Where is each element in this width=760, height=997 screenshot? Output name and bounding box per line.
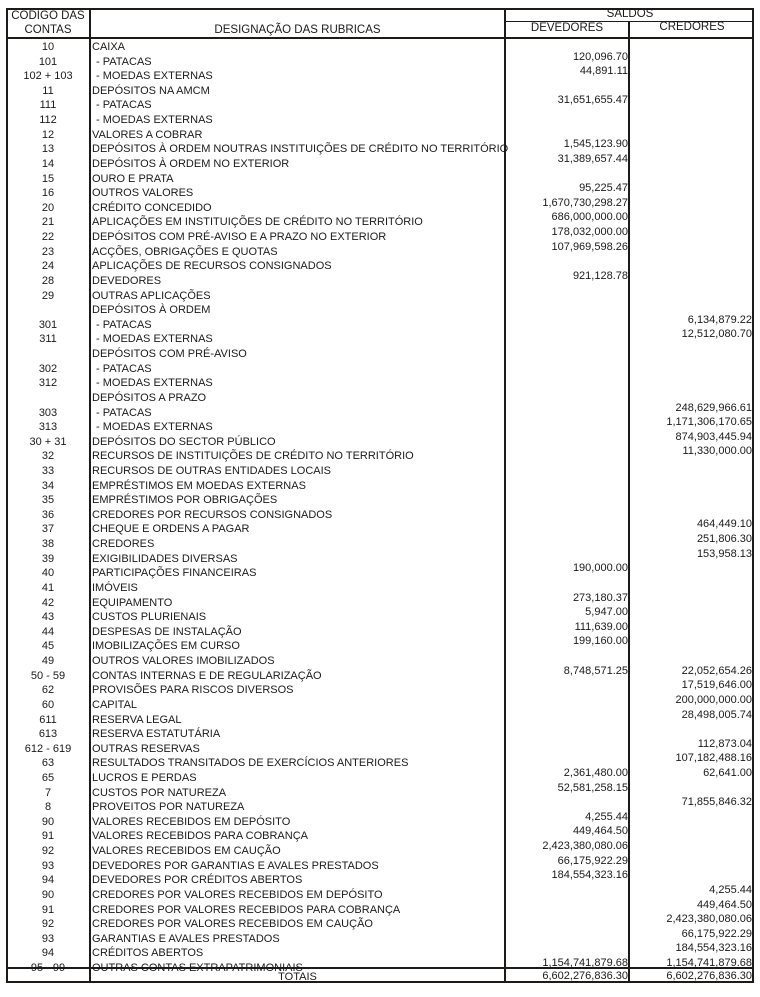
account-code: 91	[41, 830, 55, 843]
credit-balance: 66,175,922.29	[681, 927, 752, 940]
account-designation: CREDORES	[92, 538, 155, 551]
table-row	[6, 635, 754, 654]
table-row	[6, 138, 754, 157]
account-code: 24	[41, 260, 55, 273]
account-designation: VALORES RECEBIDOS EM CAUÇÃO	[92, 845, 281, 858]
account-code: 37	[41, 523, 55, 536]
totals-credores: 6,602,276,836.30	[666, 970, 752, 982]
debit-balance: 199,160.00	[572, 635, 628, 648]
credit-balance: 248,629,966.61	[675, 401, 752, 414]
account-designation: - MOEDAS EXTERNAS	[96, 114, 213, 127]
table-row	[6, 269, 754, 289]
table-row	[6, 854, 754, 874]
account-designation: RESERVA LEGAL	[92, 713, 182, 726]
account-code: 20	[41, 201, 55, 214]
credit-balance: 28,498,005.74	[681, 708, 752, 721]
credit-balance: 12,512,080.70	[681, 328, 752, 341]
table-row	[6, 196, 754, 216]
table-row	[6, 128, 754, 143]
account-designation: VALORES RECEBIDOS PARA COBRANÇA	[92, 830, 308, 843]
account-designation: OUTRAS APLICAÇÕES	[92, 289, 211, 302]
account-code: 95 - 99	[30, 962, 66, 975]
debit-balance: 107,969,598.26	[551, 240, 628, 253]
table-row	[6, 259, 754, 274]
account-designation: EMPRÉSTIMOS POR OBRIGAÇÕES	[92, 494, 278, 507]
account-designation: DEPÓSITOS NA AMCM	[92, 84, 210, 97]
credit-balance: 107,182,488.16	[675, 752, 752, 765]
credit-balance: 112,873.04	[697, 737, 752, 750]
credit-balance: 449,464.50	[696, 898, 752, 911]
account-designation: RESERVA ESTATUTÁRIA	[92, 728, 221, 741]
account-code: 111	[39, 99, 57, 112]
table-row	[6, 226, 754, 245]
account-designation: CAPITAL	[92, 698, 138, 711]
debit-balance: 44,891.11	[579, 65, 628, 78]
table-row	[6, 767, 754, 786]
account-designation: RECURSOS DE INSTITUIÇÕES DE CRÉDITO NO TERRITÓRIO	[92, 450, 414, 463]
account-designation: OUTRAS CONTAS EXTRAPATRIMONIAIS	[92, 962, 303, 975]
table-row	[6, 328, 754, 347]
account-designation: CRÉDITOS ABERTOS	[92, 947, 204, 960]
table-row	[6, 547, 754, 567]
debit-balance: 190,000.00	[572, 562, 628, 575]
account-code: 62	[41, 684, 55, 697]
totals-devedores: 6,602,276,836.30	[542, 970, 628, 982]
account-code: 40	[41, 567, 55, 580]
table-row	[6, 65, 754, 84]
table-row	[6, 182, 754, 201]
table-row	[6, 289, 754, 304]
account-designation: OUTROS VALORES	[92, 187, 194, 200]
account-designation: DEPÓSITOS DO SECTOR PÚBLICO	[92, 435, 276, 448]
table-row	[6, 840, 754, 859]
table-row	[6, 50, 754, 70]
debit-balance: 52,581,258.15	[557, 781, 628, 794]
account-code: 93	[41, 859, 55, 872]
debit-balance: 273,180.37	[572, 591, 628, 604]
header-credores: CREDORES	[659, 21, 725, 33]
table-row	[6, 810, 754, 830]
account-code: 94	[41, 947, 55, 960]
account-code: 91	[41, 903, 55, 916]
account-designation: IMÓVEIS	[92, 581, 138, 594]
account-designation: PROVISÕES PARA RISCOS DIVERSOS	[92, 684, 294, 697]
account-designation: PROVEITOS POR NATUREZA	[92, 801, 245, 814]
table-row	[6, 562, 754, 581]
table-row	[6, 40, 754, 55]
account-designation: DEVEDORES POR GARANTIAS E AVALES PRESTADOS	[92, 859, 379, 872]
debit-balance: 1,154,741,879.68	[542, 957, 628, 970]
credit-balance: 11,330,000.00	[682, 445, 752, 458]
account-designation: VALORES A COBRAR	[92, 128, 203, 141]
credit-balance: 153,958.13	[696, 547, 752, 560]
account-designation: APLICAÇÕES EM INSTITUIÇÕES DE CRÉDITO NO TERRITÓRIO	[92, 216, 423, 229]
account-code: 41	[41, 581, 55, 594]
account-designation: - MOEDAS EXTERNAS	[96, 70, 213, 83]
account-designation: - PATACAS	[96, 99, 152, 112]
table-row	[6, 172, 754, 187]
account-designation: DEPÓSITOS A PRAZO	[92, 391, 207, 404]
account-code: 28	[41, 274, 55, 287]
table-row	[6, 362, 754, 377]
debit-balance: 449,464.50	[572, 825, 628, 838]
debit-balance: 4,255.44	[585, 810, 628, 823]
account-code: 8	[44, 801, 52, 814]
account-code: 14	[41, 157, 55, 170]
totals-label: TOTAIS	[278, 971, 317, 983]
account-designation: APLICAÇÕES DE RECURSOS CONSIGNADOS	[92, 260, 332, 273]
account-code: 94	[41, 874, 55, 887]
account-code: 33	[41, 464, 55, 477]
account-code: 10	[41, 41, 55, 53]
account-code: 90	[41, 815, 55, 828]
credit-balance: 184,554,323.16	[675, 942, 752, 955]
account-designation: PARTICIPAÇÕES FINANCEIRAS	[92, 567, 257, 580]
debit-balance: 184,554,323.16	[551, 869, 628, 882]
table-row	[6, 445, 754, 464]
account-designation: DEPÓSITOS COM PRÉ-AVISO E A PRAZO NO EXTERIOR	[92, 231, 387, 244]
account-code: 60	[41, 698, 55, 711]
account-code: 42	[41, 596, 55, 609]
account-code: 92	[41, 845, 55, 858]
account-code: 15	[41, 172, 55, 185]
account-designation: DEVEDORES POR CRÉDITOS ABERTOS	[92, 874, 303, 887]
header-saldos: SALDOS	[606, 8, 654, 20]
account-code: 36	[41, 508, 55, 521]
account-code: 35	[41, 494, 55, 507]
account-code: 23	[41, 245, 55, 258]
table-row	[6, 347, 754, 362]
account-designation: RESULTADOS TRANSITADOS DE EXERCÍCIOS ANTERIORES	[92, 757, 409, 770]
account-code: 311	[39, 333, 57, 346]
account-designation: LUCROS E PERDAS	[92, 772, 197, 784]
credit-balance: 22,052,654.26	[681, 664, 752, 677]
account-code: 612 - 619	[24, 742, 72, 755]
account-designation: CREDORES POR VALORES RECEBIDOS EM DEPÓSITO	[92, 888, 383, 901]
table-row	[6, 479, 754, 494]
account-designation: EXIGIBILIDADES DIVERSAS	[92, 552, 238, 565]
account-code: 611	[39, 713, 57, 726]
credit-balance: 62,641.00	[703, 767, 752, 779]
account-designation: DEPÓSITOS COM PRÉ-AVISO	[92, 348, 247, 361]
account-code: 101	[38, 55, 58, 68]
header-devedores: DEVEDORES	[530, 22, 604, 34]
credit-balance: 464,449.10	[696, 518, 752, 531]
account-designation: - PATACAS	[96, 55, 152, 68]
debit-balance: 120,096.70	[572, 50, 628, 63]
account-code: 49	[41, 655, 55, 668]
balance-sheet-table	[6, 8, 754, 983]
credit-balance: 1,154,741,879.68	[666, 957, 752, 970]
account-code: 13	[41, 143, 55, 156]
account-code: 613	[38, 728, 58, 741]
account-designation: CREDORES POR VALORES RECEBIDOS PARA COBRANÇA	[92, 903, 401, 916]
table-row	[6, 708, 754, 728]
table-row	[6, 825, 754, 844]
account-code: 63	[41, 757, 55, 770]
credit-balance: 71,855,846.32	[681, 796, 752, 809]
account-code: 12	[41, 128, 55, 141]
account-designation: - PATACAS	[96, 362, 152, 375]
account-designation: OURO E PRATA	[92, 172, 174, 185]
debit-balance: 686,000,000.00	[551, 211, 628, 224]
credit-balance: 6,134,879.22	[687, 313, 752, 326]
debit-balance: 2,423,380,080.06	[542, 840, 628, 853]
table-row	[6, 376, 754, 391]
debit-balance: 1,545,123.90	[563, 138, 628, 151]
account-code: 22	[41, 231, 55, 244]
account-code: 38	[41, 538, 55, 551]
account-code: 45	[41, 640, 55, 653]
table-row	[6, 152, 754, 172]
account-designation: CUSTOS PLURIENAIS	[92, 611, 207, 624]
account-designation: - MOEDAS EXTERNAS	[96, 377, 213, 390]
debit-balance: 66,175,922.29	[557, 854, 628, 867]
debit-balance: 178,032,000.00	[551, 226, 628, 239]
credit-balance: 2,423,380,080.06	[666, 913, 752, 926]
debit-balance: 95,225.47	[579, 182, 628, 195]
account-code: 312	[38, 377, 58, 390]
account-designation: OUTRAS RESERVAS	[92, 742, 200, 755]
header-code-line1: CÓDIGO DAS	[11, 10, 85, 22]
debit-balance: 1,670,730,298.27	[542, 196, 628, 209]
credit-balance: 1,171,306,170.65	[666, 416, 752, 429]
account-code: 43	[41, 611, 55, 624]
table-row	[6, 606, 754, 625]
header-designation: DESIGNAÇÃO DAS RUBRICAS	[214, 24, 381, 36]
account-code: 34	[41, 479, 55, 492]
account-code: 39	[41, 552, 55, 565]
debit-balance: 5,947.00	[585, 606, 628, 619]
credit-balance: 200,000,000.00	[675, 693, 752, 706]
account-code: 93	[41, 932, 55, 945]
account-code: 50 - 59	[30, 669, 66, 682]
account-designation: CHEQUE E ORDENS A PAGAR	[92, 523, 250, 536]
table-row	[6, 464, 754, 479]
account-designation: EQUIPAMENTO	[92, 596, 173, 609]
account-code: 112	[39, 114, 57, 127]
debit-balance: 31,651,655.47	[557, 94, 628, 107]
account-designation: CREDORES POR VALORES RECEBIDOS EM CAUÇÃO	[92, 918, 373, 931]
account-designation: RECURSOS DE OUTRAS ENTIDADES LOCAIS	[92, 464, 331, 477]
credit-balance: 251,806.30	[696, 533, 752, 546]
account-designation: - PATACAS	[96, 318, 152, 331]
account-code: 21	[41, 216, 55, 229]
table-row	[6, 84, 754, 99]
account-designation: DEPÓSITOS À ORDEM NO EXTERIOR	[92, 157, 290, 170]
account-designation: - MOEDAS EXTERNAS	[96, 421, 213, 434]
account-code: 16	[41, 187, 55, 200]
account-designation: ACÇÕES, OBRIGAÇÕES E QUOTAS	[92, 245, 278, 258]
debit-balance: 8,748,571.25	[563, 664, 628, 677]
account-designation: DEPÓSITOS À ORDEM NOUTRAS INSTITUIÇÕES DE CRÉDITO NO TERRITÓRIO	[92, 143, 509, 156]
account-code: 44	[41, 625, 55, 638]
table-row	[6, 581, 754, 596]
account-designation: CREDORES POR RECURSOS CONSIGNADOS	[92, 508, 333, 521]
table-row	[6, 211, 754, 230]
account-designation: CRÉDITO CONCEDIDO	[92, 201, 212, 214]
account-designation: DEVEDORES	[92, 274, 162, 287]
header-code-line2: CONTAS	[24, 24, 72, 36]
account-designation: OUTROS VALORES IMOBILIZADOS	[92, 655, 275, 668]
account-designation: IMOBILIZAÇÕES EM CURSO	[92, 640, 240, 653]
divider-header-bottom	[6, 37, 754, 39]
table-row	[6, 591, 754, 611]
account-designation: GARANTIAS E AVALES PRESTADOS	[92, 932, 280, 945]
account-code: 30 + 31	[29, 435, 67, 448]
account-designation: CONTAS INTERNAS E DE REGULARIZAÇÃO	[92, 669, 322, 682]
table-row	[6, 493, 754, 508]
account-code: 7	[44, 786, 52, 799]
account-code: 301	[38, 318, 58, 331]
credit-balance: 4,255.44	[709, 883, 752, 896]
account-code: 65	[41, 772, 55, 784]
account-designation: - MOEDAS EXTERNAS	[96, 333, 213, 346]
credit-balance: 874,903,445.94	[675, 430, 752, 443]
account-designation: VALORES RECEBIDOS EM DEPÓSITO	[92, 815, 291, 828]
debit-balance: 31,389,657.44	[557, 152, 628, 165]
table-row	[6, 240, 754, 260]
table-row	[6, 620, 754, 640]
account-designation: EMPRÉSTIMOS EM MOEDAS EXTERNAS	[92, 479, 306, 492]
account-designation: - PATACAS	[96, 406, 152, 419]
account-designation: CAIXA	[92, 41, 126, 53]
account-code: 32	[41, 450, 55, 463]
account-designation: DESPESAS DE INSTALAÇÃO	[92, 625, 242, 638]
account-code: 29	[41, 289, 55, 302]
table-row	[6, 94, 754, 113]
account-code: 92	[41, 918, 55, 931]
account-code: 11	[42, 84, 54, 97]
account-code: 90	[41, 888, 55, 901]
account-code: 313	[38, 421, 58, 434]
debit-balance: 921,128.78	[572, 269, 628, 282]
account-code: 102 + 103	[23, 70, 73, 83]
debit-balance: 2,361,480.00	[563, 767, 628, 779]
table-row	[6, 796, 754, 815]
account-designation: CUSTOS POR NATUREZA	[92, 786, 227, 799]
debit-balance: 111,639.00	[574, 620, 628, 633]
account-code: 302	[38, 362, 58, 375]
credit-balance: 17,519,646.00	[681, 679, 752, 692]
account-designation: DEPÓSITOS À ORDEM	[92, 304, 211, 317]
table-row	[6, 113, 754, 128]
account-code: 303	[38, 406, 58, 419]
